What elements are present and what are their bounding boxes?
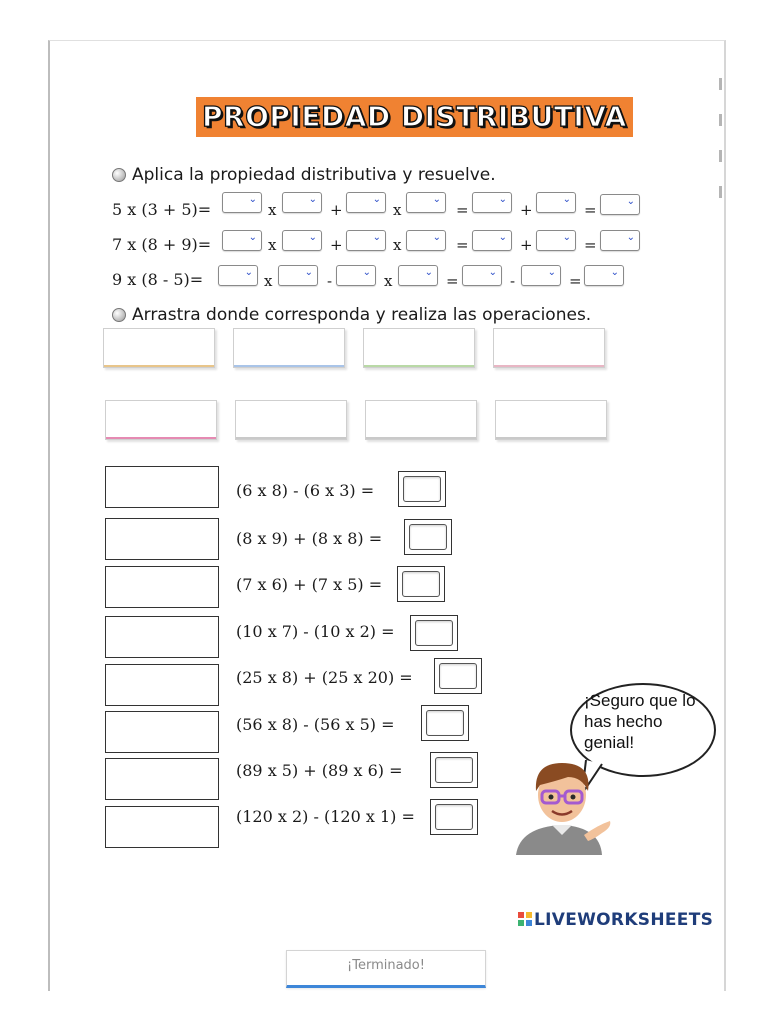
card-accent	[496, 437, 606, 439]
answer-input-field	[435, 804, 473, 830]
answer-dropdown[interactable]	[600, 194, 640, 215]
answer-input[interactable]	[421, 705, 469, 741]
answer-dropdown[interactable]	[282, 230, 322, 251]
chevron-down-icon: ⌄	[308, 232, 317, 243]
equation-text: (10 x 7) - (10 x 2) =	[236, 622, 395, 641]
equation-text: (6 x 8) - (6 x 3) =	[236, 481, 375, 500]
answer-dropdown[interactable]	[278, 265, 318, 286]
answer-input-field	[435, 757, 473, 783]
answer-dropdown[interactable]	[346, 230, 386, 251]
answer-input-field	[409, 524, 447, 550]
draggable-card[interactable]	[233, 328, 345, 368]
chevron-down-icon: ⌄	[308, 194, 317, 205]
operator: =	[584, 201, 597, 219]
drop-target[interactable]	[105, 806, 219, 848]
instruction-2-text: Arrastra donde corresponda y realiza las operaciones.	[132, 305, 592, 325]
answer-dropdown[interactable]	[346, 192, 386, 213]
answer-dropdown[interactable]	[282, 192, 322, 213]
boy-avatar-icon	[512, 755, 612, 855]
chevron-down-icon: ⌄	[498, 194, 507, 205]
chevron-down-icon: ⌄	[372, 232, 381, 243]
exercise-expression: 9 x (8 - 5)=	[112, 270, 204, 289]
chevron-down-icon: ⌄	[304, 267, 313, 278]
operator: -	[327, 272, 333, 290]
finish-button[interactable]: ¡Terminado!	[286, 950, 486, 988]
drop-target[interactable]	[105, 758, 219, 800]
card-accent	[364, 365, 474, 367]
operator: =	[569, 272, 582, 290]
card-accent	[106, 437, 216, 439]
operator: +	[330, 236, 343, 254]
answer-dropdown[interactable]	[398, 265, 438, 286]
answer-input[interactable]	[410, 615, 458, 651]
operator: =	[456, 201, 469, 219]
operator: =	[456, 236, 469, 254]
answer-dropdown[interactable]	[406, 230, 446, 251]
instruction-2	[112, 305, 591, 325]
operator: -	[510, 272, 516, 290]
answer-input-field	[426, 710, 464, 736]
draggable-card[interactable]	[235, 400, 347, 440]
answer-input[interactable]	[404, 519, 452, 555]
exercise-expression: 5 x (3 + 5)=	[112, 200, 212, 219]
draggable-card[interactable]	[363, 328, 475, 368]
operator: x	[268, 201, 277, 219]
answer-dropdown[interactable]	[336, 265, 376, 286]
chevron-down-icon: ⌄	[248, 232, 257, 243]
answer-dropdown[interactable]	[472, 230, 512, 251]
answer-input[interactable]	[430, 799, 478, 835]
answer-dropdown[interactable]	[472, 192, 512, 213]
answer-input[interactable]	[434, 658, 482, 694]
drop-target[interactable]	[105, 518, 219, 560]
chevron-down-icon: ⌄	[547, 267, 556, 278]
operator: x	[393, 201, 402, 219]
card-accent	[236, 437, 346, 439]
equation-text: (25 x 8) + (25 x 20) =	[236, 668, 413, 687]
answer-dropdown[interactable]	[462, 265, 502, 286]
page-edge-marks	[719, 78, 723, 222]
chevron-down-icon: ⌄	[248, 194, 257, 205]
drop-target[interactable]	[105, 664, 219, 706]
answer-dropdown[interactable]	[600, 230, 640, 251]
answer-dropdown[interactable]	[222, 230, 262, 251]
answer-dropdown[interactable]	[406, 192, 446, 213]
chevron-down-icon: ⌄	[626, 196, 635, 207]
answer-input[interactable]	[397, 566, 445, 602]
operator: =	[584, 236, 597, 254]
draggable-card[interactable]	[365, 400, 477, 440]
answer-input[interactable]	[398, 471, 446, 507]
answer-input-field	[415, 620, 453, 646]
chevron-down-icon: ⌄	[424, 267, 433, 278]
card-accent	[234, 365, 344, 367]
chevron-down-icon: ⌄	[432, 194, 441, 205]
chevron-down-icon: ⌄	[432, 232, 441, 243]
instruction-1	[112, 165, 496, 185]
chevron-down-icon: ⌄	[372, 194, 381, 205]
card-accent	[366, 437, 476, 439]
operator: x	[268, 236, 277, 254]
instruction-1-text: Aplica la propiedad distributiva y resuelve.	[132, 165, 496, 185]
brand-text: LIVEWORKSHEETS	[534, 910, 714, 930]
operator: +	[330, 201, 343, 219]
exercise-expression: 7 x (8 + 9)=	[112, 235, 212, 254]
equation-text: (89 x 5) + (89 x 6) =	[236, 761, 403, 780]
drop-target[interactable]	[105, 566, 219, 608]
operator: +	[520, 201, 533, 219]
answer-dropdown[interactable]	[222, 192, 262, 213]
draggable-card[interactable]	[493, 328, 605, 368]
answer-input-field	[402, 571, 440, 597]
operator: x	[393, 236, 402, 254]
drop-target[interactable]	[105, 711, 219, 753]
bulb-icon	[112, 308, 126, 322]
draggable-card[interactable]	[103, 328, 215, 368]
drop-target[interactable]	[105, 616, 219, 658]
card-accent	[104, 365, 214, 367]
brand-logo	[518, 910, 713, 930]
draggable-card[interactable]	[105, 400, 217, 440]
chevron-down-icon: ⌄	[610, 267, 619, 278]
chevron-down-icon: ⌄	[562, 232, 571, 243]
chevron-down-icon: ⌄	[498, 232, 507, 243]
answer-input[interactable]	[430, 752, 478, 788]
operator: =	[446, 272, 459, 290]
operator: +	[520, 236, 533, 254]
drop-target[interactable]	[105, 466, 219, 508]
page-title: PROPIEDAD DISTRIBUTIVA	[196, 97, 633, 137]
equation-text: (7 x 6) + (7 x 5) =	[236, 575, 383, 594]
equation-text: (56 x 8) - (56 x 5) =	[236, 715, 395, 734]
chevron-down-icon: ⌄	[626, 232, 635, 243]
operator: x	[384, 272, 393, 290]
answer-dropdown[interactable]	[521, 265, 561, 286]
answer-input-field	[439, 663, 477, 689]
operator: x	[264, 272, 273, 290]
draggable-card[interactable]	[495, 400, 607, 440]
chevron-down-icon: ⌄	[362, 267, 371, 278]
answer-dropdown[interactable]	[584, 265, 624, 286]
bulb-icon	[112, 168, 126, 182]
answer-dropdown[interactable]	[218, 265, 258, 286]
answer-dropdown[interactable]	[536, 192, 576, 213]
equation-text: (8 x 9) + (8 x 8) =	[236, 529, 383, 548]
chevron-down-icon: ⌄	[244, 267, 253, 278]
equation-text: (120 x 2) - (120 x 1) =	[236, 807, 415, 826]
answer-input-field	[403, 476, 441, 502]
chevron-down-icon: ⌄	[488, 267, 497, 278]
chevron-down-icon: ⌄	[562, 194, 571, 205]
speech-bubble-text: ¡Seguro que lo has hecho genial!	[584, 691, 696, 752]
liveworksheets-logo-icon	[518, 912, 532, 926]
answer-dropdown[interactable]	[536, 230, 576, 251]
card-accent	[494, 365, 604, 367]
